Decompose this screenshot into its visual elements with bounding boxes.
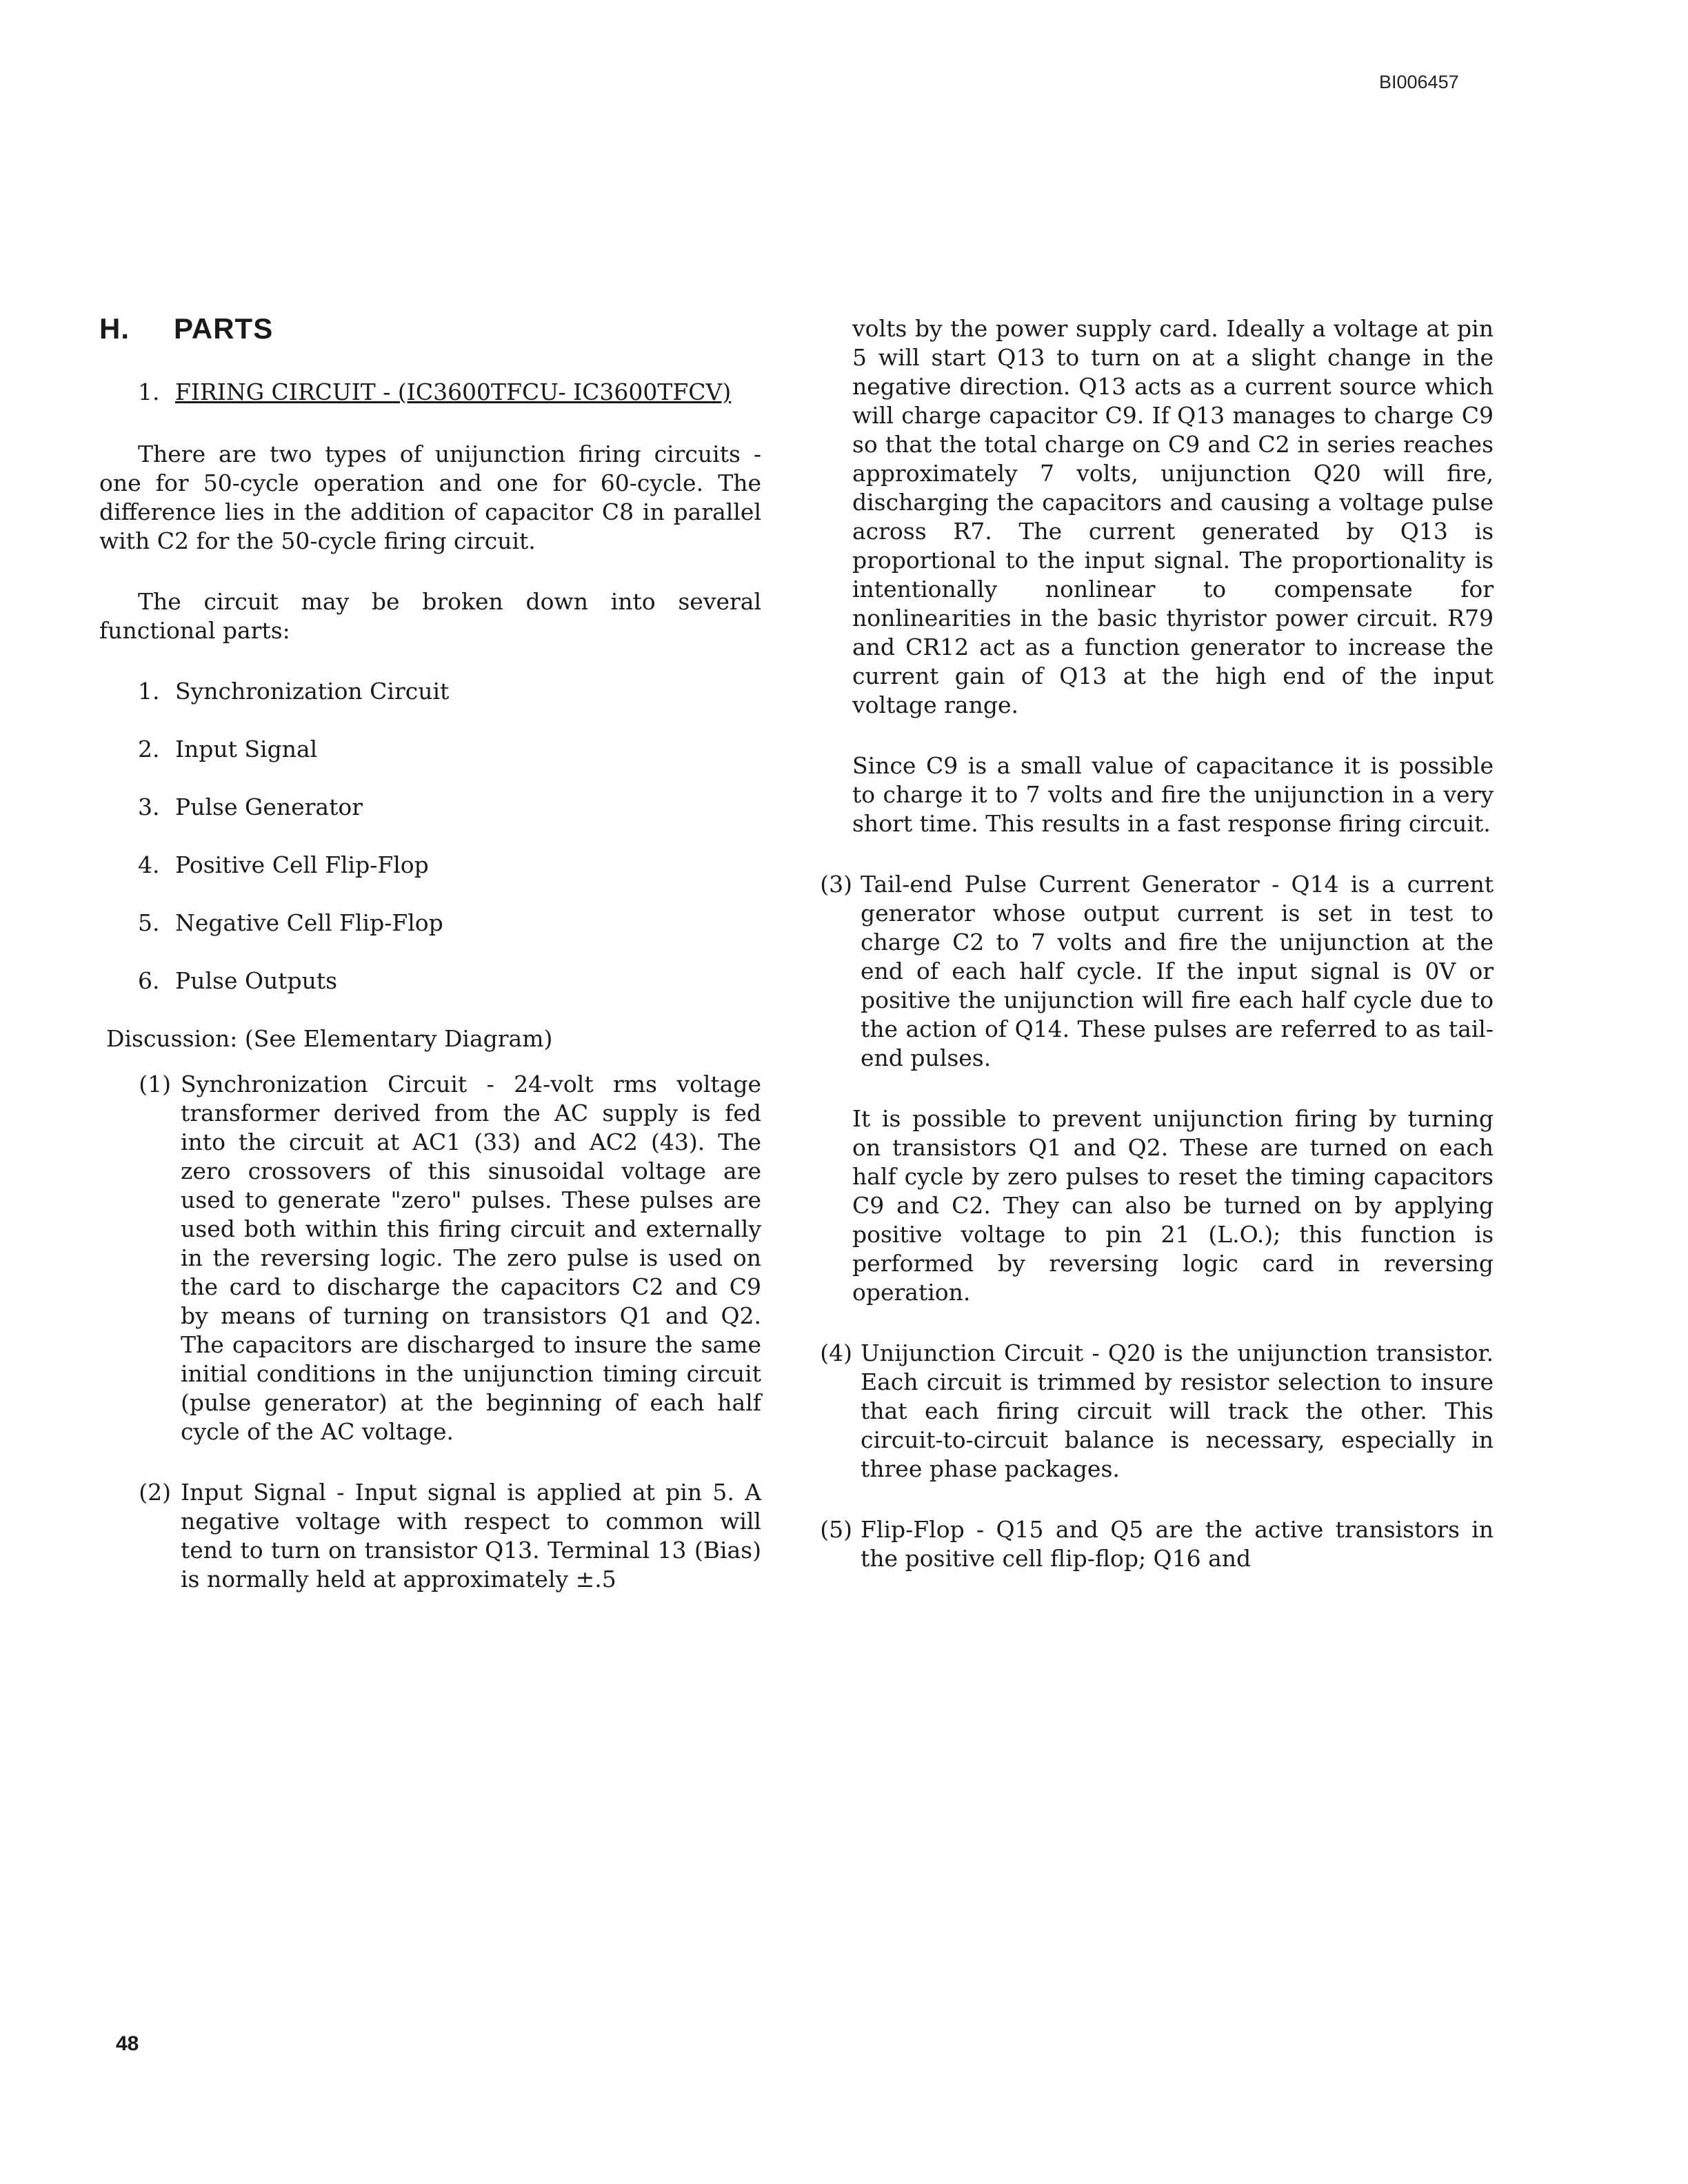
subsection-number: 1. (138, 378, 160, 405)
section-heading (99, 314, 761, 343)
list-item (138, 967, 761, 995)
list-item-number: 6. (138, 967, 160, 994)
list-item-number: 3. (138, 793, 160, 820)
list-item (138, 793, 761, 822)
discussion-item-synchronization (99, 1070, 761, 1446)
list-item-number: 2. (138, 736, 160, 762)
parts-intro-paragraph: The circuit may be broken down into several functional parts: (99, 588, 761, 644)
list-item-label: Pulse Generator (175, 793, 363, 820)
section-letter: H. (99, 312, 130, 345)
item-text: Unijunction Circuit - Q20 is the unijunction transistor. Each circuit is trimmed by resistor selection to insure that each firing circuit will track the other. This circuit-to-circuit balance is necessary, especially in three phase packages. (861, 1339, 1494, 1482)
list-item (138, 851, 761, 880)
subsection-title: FIRING CIRCUIT - (IC3600TFCU- IC3600TFCV) (175, 378, 732, 405)
document-id: BI006457 (1379, 72, 1459, 92)
list-item (138, 735, 761, 764)
discussion-item-input-signal (99, 1478, 761, 1594)
list-item-label: Synchronization Circuit (175, 678, 450, 705)
item-text: Input Signal - Input signal is applied at pin 5. A negative voltage with respect to common will tend to turn on transistor Q13. Terminal 13 (Bias) is normally held at approximately ±.5 (181, 1479, 761, 1593)
capacitance-paragraph: Since C9 is a small value of capacitance it is possible to charge it to 7 volts and fire the unijunction in a very short time. This results in a fast response firing circuit. (852, 752, 1494, 837)
parts-list (138, 677, 761, 995)
list-item-label: Negative Cell Flip-Flop (175, 909, 443, 936)
section-title: PARTS (174, 312, 274, 345)
item-text: Synchronization Circuit - 24-volt rms voltage transformer derived from the AC supply is fed into the circuit at AC1 (33) and AC2 (43). The zero crossovers of this sinusoidal voltage are used to generate "zero" pulses. These pulses are used both within this firing circuit and externally in the reversing logic. The zero pulse is used on the card to discharge the capacitors C2 and C9 by means of turning on transistors Q1 and Q2. The capacitors are discharged to insure the same initial conditions in the unijunction timing circuit (pulse generator) at the beginning of each half cycle of the AC voltage. (181, 1071, 761, 1445)
list-item (138, 677, 761, 706)
item-number: (5) (820, 1516, 852, 1543)
item-text: Flip-Flop - Q15 and Q5 are the active transistors in the positive cell flip-flop; Q16 and (861, 1516, 1494, 1572)
discussion-item-flip-flop (803, 1515, 1494, 1573)
list-item-label: Pulse Outputs (175, 967, 338, 994)
page-number: 48 (116, 2032, 139, 2055)
left-column (99, 314, 761, 1626)
right-column (820, 314, 1494, 1605)
list-item-number: 5. (138, 909, 160, 936)
item-text: Tail-end Pulse Current Generator - Q14 is a current generator whose output current is set in test to charge C2 to 7 volts and fire the unijunction at the end of each half cycle. If the input signal is 0V or positive the unijunction will fire each half cycle due to the action of Q14. These pulses are referred to as tail-end pulses. (861, 871, 1494, 1071)
subsection-heading (138, 378, 761, 407)
item-number: (1) (139, 1071, 171, 1098)
list-item-number: 4. (138, 851, 160, 878)
prevent-firing-paragraph: It is possible to prevent unijunction firing by turning on transistors Q1 and Q2. These are turned on each half cycle by zero pulses to reset the timing capacitors C9 and C2. They can also be turned on by applying positive voltage to pin 21 (L.O.); this function is performed by reversing logic card in reversing operation. (852, 1105, 1494, 1306)
list-item (138, 909, 761, 938)
item-number: (2) (139, 1479, 171, 1506)
continuation-paragraph: volts by the power supply card. Ideally a voltage at pin 5 will start Q13 to turn on at a slight change in the negative direction. Q13 acts as a current source which will charge capacitor C9. If Q13 manages to charge C9 so that the total charge on C9 and C2 in series reaches approximately 7 volts, unijunction Q20 will fire, discharging the capacitors and causing a voltage pulse across R7. The current generated by Q13 is proportional to the input signal. The proportionality is intentionally nonlinear to compensate for nonlinearities in the basic thyristor power circuit. R79 and CR12 act as a function generator to increase the current gain of Q13 at the high end of the input voltage range. (852, 315, 1494, 718)
discussion-heading: Discussion: (See Elementary Diagram) (106, 1025, 553, 1052)
discussion-item-tail-end-pulse (803, 870, 1494, 1073)
discussion-item-unijunction (803, 1339, 1494, 1484)
list-item-number: 1. (138, 678, 160, 705)
item-number: (3) (820, 871, 852, 898)
list-item-label: Input Signal (175, 736, 318, 762)
item-number: (4) (820, 1339, 852, 1366)
list-item-label: Positive Cell Flip-Flop (175, 851, 429, 878)
intro-paragraph: There are two types of unijunction firing circuits - one for 50-cycle operation and one for 60-cycle. The difference lies in the addition of capacitor C8 in parallel with C2 for the 50-cycle firing circuit. (99, 441, 761, 554)
